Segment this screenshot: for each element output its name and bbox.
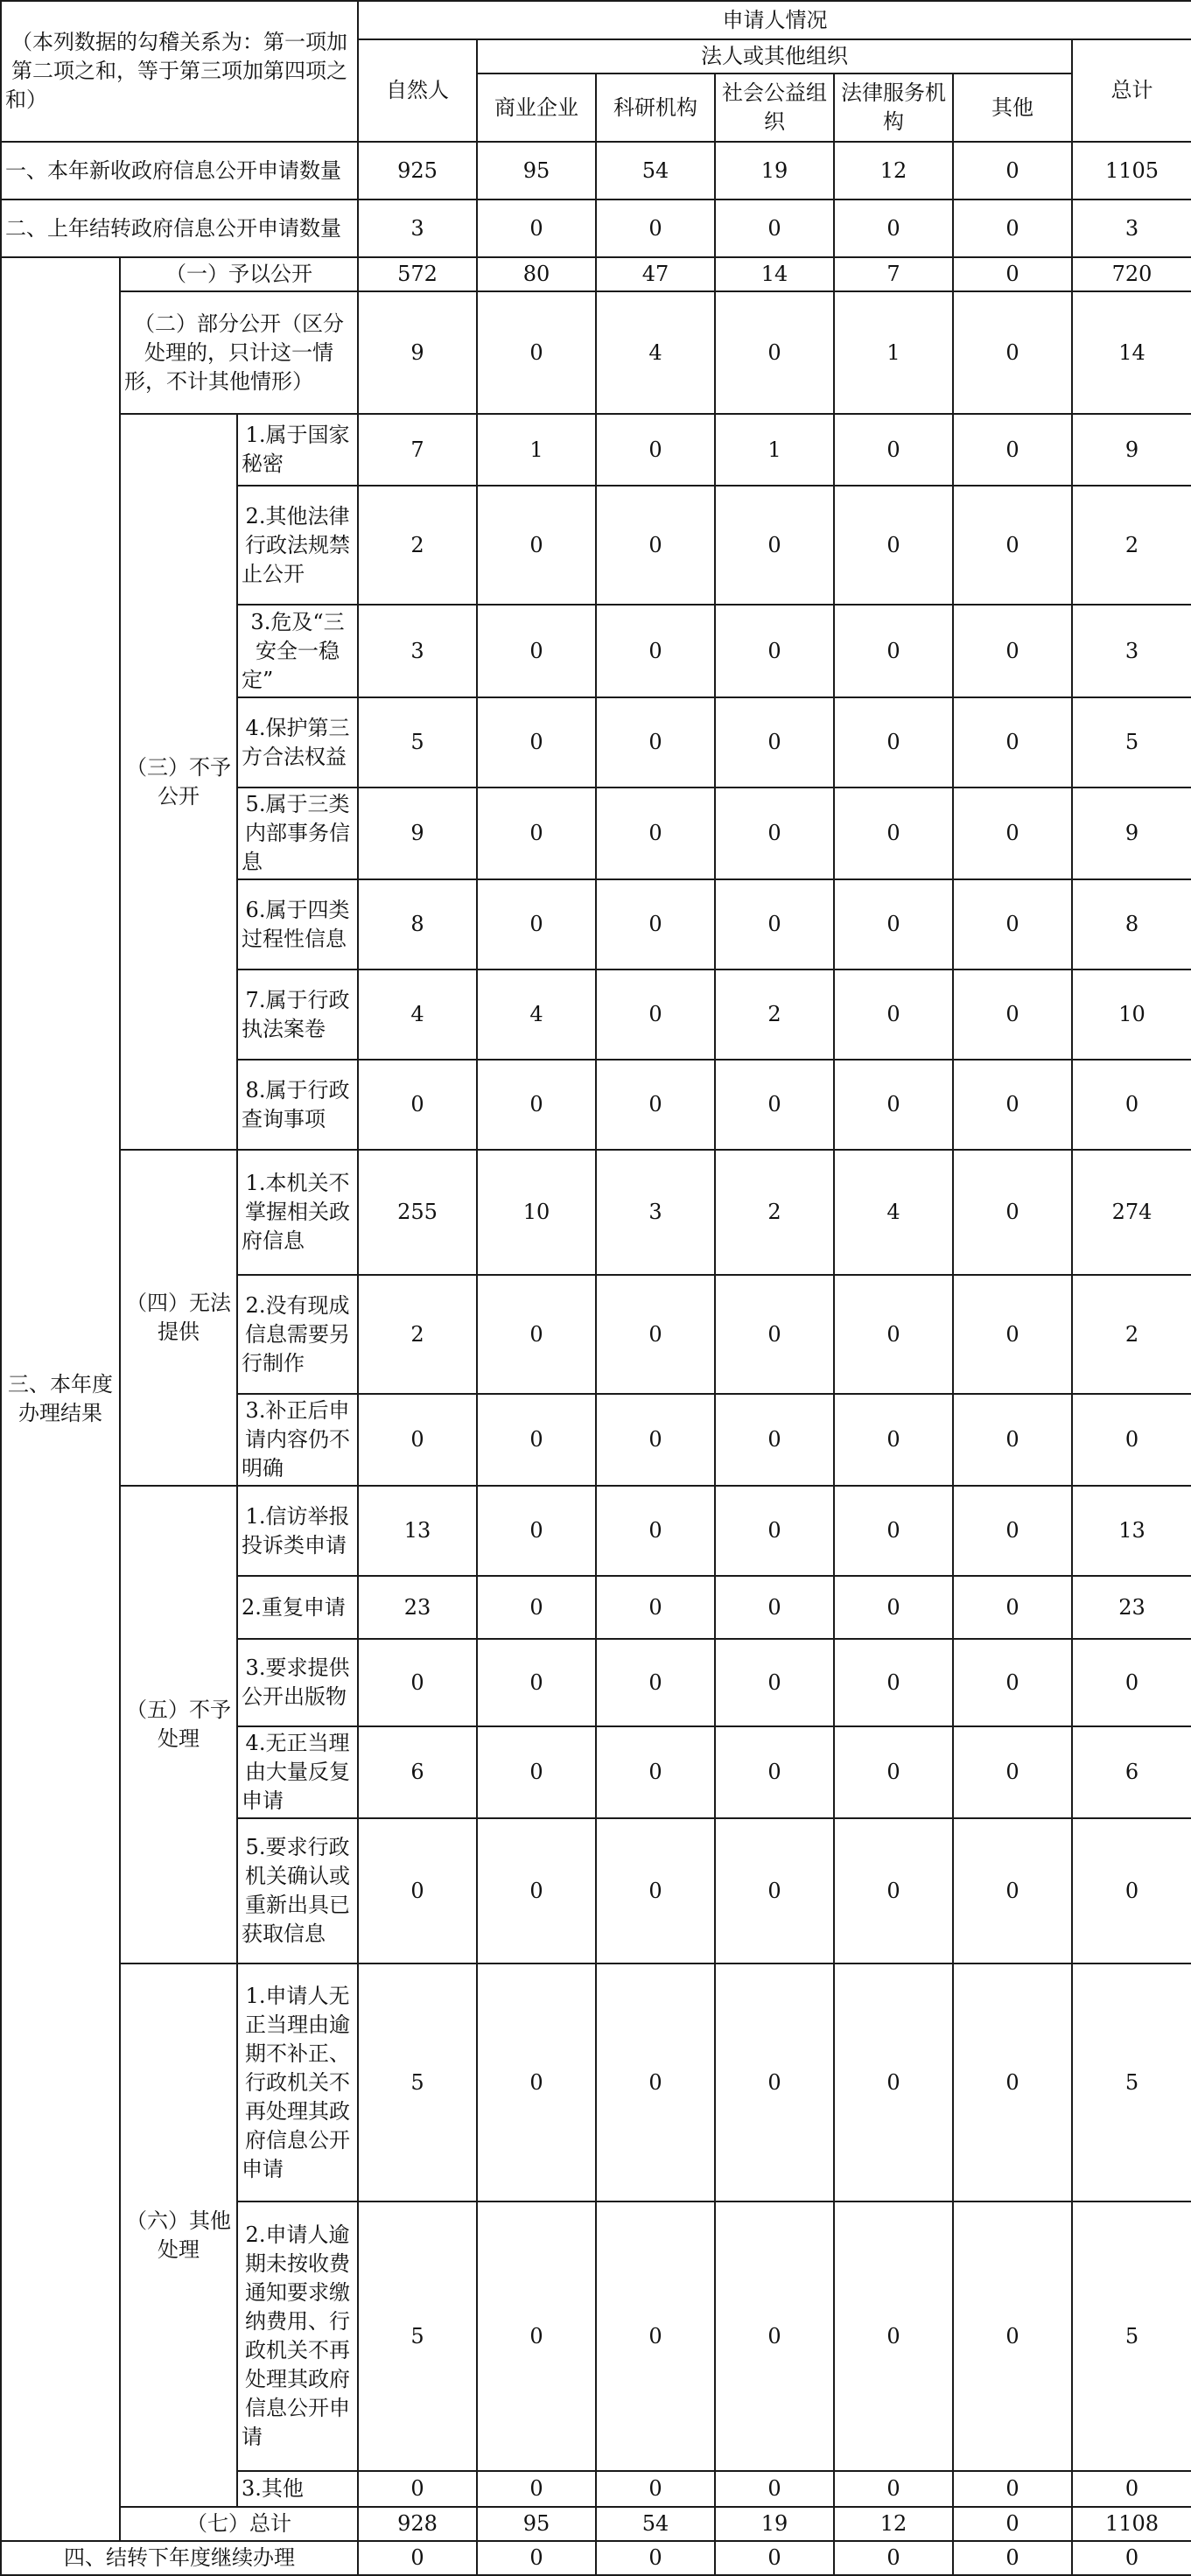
value-cell: 0 <box>715 2202 834 2471</box>
row-carried-over <box>1 200 1191 257</box>
value-cell: 0 <box>596 1394 715 1486</box>
org-header: 商业企业 <box>477 74 596 142</box>
value-cell: 13 <box>1072 1486 1191 1576</box>
value-cell: 0 <box>953 1726 1072 1818</box>
value-cell: 7 <box>834 257 953 291</box>
item-label: 3.其他 <box>237 2471 358 2507</box>
value-cell: 6 <box>1072 1726 1191 1818</box>
value-cell: 2 <box>358 1275 477 1394</box>
value-cell: 0 <box>1072 1060 1191 1150</box>
value-cell: 0 <box>834 697 953 788</box>
value-cell: 0 <box>834 2202 953 2471</box>
value-cell: 1 <box>834 291 953 414</box>
org-header: 社会公益组织 <box>715 74 834 142</box>
value-cell: 0 <box>953 2541 1072 2575</box>
label-total: （七）总计 <box>120 2507 358 2541</box>
value-cell: 0 <box>953 257 1072 291</box>
value-cell: 0 <box>477 1060 596 1150</box>
value-cell: 2 <box>358 486 477 605</box>
value-cell: 0 <box>953 142 1072 200</box>
value-cell: 0 <box>596 2202 715 2471</box>
value-cell: 0 <box>834 788 953 879</box>
item-label: 3.补正后申请内容仍不明确 <box>237 1394 358 1486</box>
value-cell: 0 <box>953 2202 1072 2471</box>
value-cell: 0 <box>953 1818 1072 1964</box>
value-cell: 255 <box>358 1150 477 1275</box>
value-cell: 0 <box>477 2202 596 2471</box>
row-new-applications <box>1 142 1191 200</box>
value-cell: 0 <box>477 1964 596 2202</box>
value-cell: 0 <box>834 1060 953 1150</box>
value-cell: 0 <box>477 605 596 697</box>
value-cell: 0 <box>715 1576 834 1639</box>
value-cell: 0 <box>953 1060 1072 1150</box>
value-cell: 0 <box>596 1060 715 1150</box>
value-cell: 19 <box>715 2507 834 2541</box>
value-cell: 0 <box>834 1726 953 1818</box>
value-cell: 23 <box>358 1576 477 1639</box>
value-cell: 928 <box>358 2507 477 2541</box>
value-cell: 1 <box>715 414 834 486</box>
value-cell: 0 <box>715 2541 834 2575</box>
value-cell: 9 <box>358 788 477 879</box>
value-cell: 19 <box>715 142 834 200</box>
value-cell: 0 <box>834 1964 953 2202</box>
value-cell: 3 <box>1072 200 1191 257</box>
item-label: 4.无正当理由大量反复申请 <box>237 1726 358 1818</box>
value-cell: 8 <box>358 879 477 970</box>
relation-note: （本列数据的勾稽关系为：第一项加第二项之和，等于第三项加第四项之和） <box>1 1 358 142</box>
value-cell: 4 <box>596 291 715 414</box>
applicant-situation-header: 申请人情况 <box>358 1 1191 39</box>
value-cell: 0 <box>596 879 715 970</box>
row-open <box>1 257 1191 291</box>
value-cell: 0 <box>953 2471 1072 2507</box>
value-cell: 0 <box>596 605 715 697</box>
group-label-g5: （五）不予处理 <box>120 1486 237 1964</box>
natural-person-header: 自然人 <box>358 39 477 142</box>
value-cell: 0 <box>715 1639 834 1726</box>
value-cell: 9 <box>358 291 477 414</box>
value-cell: 0 <box>596 1486 715 1576</box>
value-cell: 0 <box>834 1486 953 1576</box>
value-cell: 0 <box>715 697 834 788</box>
value-cell: 0 <box>953 291 1072 414</box>
value-cell: 47 <box>596 257 715 291</box>
value-cell: 10 <box>477 1150 596 1275</box>
value-cell: 54 <box>596 2507 715 2541</box>
value-cell: 0 <box>477 200 596 257</box>
value-cell: 0 <box>358 2471 477 2507</box>
value-cell: 12 <box>834 142 953 200</box>
item-label: 2.申请人逾期未按收费通知要求缴纳费用、行政机关不再处理其政府信息公开申请 <box>237 2202 358 2471</box>
label-open: （一）予以公开 <box>120 257 358 291</box>
value-cell: 0 <box>834 1576 953 1639</box>
value-cell: 0 <box>477 1639 596 1726</box>
value-cell: 2 <box>1072 1275 1191 1394</box>
value-cell: 0 <box>715 1394 834 1486</box>
value-cell: 7 <box>358 414 477 486</box>
row-g3-item <box>1 414 1191 486</box>
value-cell: 0 <box>834 605 953 697</box>
group-label-g6: （六）其他处理 <box>120 1964 237 2507</box>
item-label: 4.保护第三方合法权益 <box>237 697 358 788</box>
value-cell: 14 <box>715 257 834 291</box>
item-label: 8.属于行政查询事项 <box>237 1060 358 1150</box>
value-cell: 9 <box>1072 414 1191 486</box>
value-cell: 0 <box>596 1818 715 1964</box>
value-cell: 0 <box>596 1964 715 2202</box>
value-cell: 0 <box>1072 1818 1191 1964</box>
label-partial: （二）部分公开（区分处理的，只计这一情形，不计其他情形） <box>120 291 358 414</box>
value-cell: 5 <box>1072 697 1191 788</box>
value-cell: 0 <box>477 1818 596 1964</box>
value-cell: 0 <box>953 486 1072 605</box>
value-cell: 80 <box>477 257 596 291</box>
value-cell: 0 <box>953 697 1072 788</box>
value-cell: 0 <box>715 1818 834 1964</box>
value-cell: 0 <box>477 1275 596 1394</box>
value-cell: 0 <box>953 1639 1072 1726</box>
value-cell: 5 <box>1072 2202 1191 2471</box>
value-cell: 10 <box>1072 970 1191 1060</box>
value-cell: 5 <box>358 2202 477 2471</box>
value-cell: 2 <box>1072 486 1191 605</box>
value-cell: 0 <box>953 970 1072 1060</box>
value-cell: 12 <box>834 2507 953 2541</box>
value-cell: 0 <box>477 1394 596 1486</box>
value-cell: 6 <box>358 1726 477 1818</box>
value-cell: 13 <box>358 1486 477 1576</box>
value-cell: 5 <box>358 697 477 788</box>
value-cell: 0 <box>834 1394 953 1486</box>
value-cell: 274 <box>1072 1150 1191 1275</box>
value-cell: 720 <box>1072 257 1191 291</box>
value-cell: 3 <box>358 605 477 697</box>
value-cell: 95 <box>477 142 596 200</box>
total-header: 总计 <box>1072 39 1191 142</box>
value-cell: 0 <box>715 605 834 697</box>
row-g4-item <box>1 1150 1191 1275</box>
value-cell: 0 <box>477 2471 596 2507</box>
item-label: 3.危及“三安全一稳定” <box>237 605 358 697</box>
value-cell: 0 <box>596 2471 715 2507</box>
value-cell: 0 <box>596 1726 715 1818</box>
value-cell: 0 <box>834 1639 953 1726</box>
item-label: 1.申请人无正当理由逾期不补正、行政机关不再处理其政府信息公开申请 <box>237 1964 358 2202</box>
value-cell: 4 <box>834 1150 953 1275</box>
row-carry-next-year <box>1 2541 1191 2575</box>
group-label-g3: （三）不予公开 <box>120 414 237 1150</box>
row-total <box>1 2507 1191 2541</box>
value-cell: 14 <box>1072 291 1191 414</box>
value-cell: 0 <box>834 414 953 486</box>
group-label-g4: （四）无法提供 <box>120 1150 237 1486</box>
value-cell: 0 <box>1072 1639 1191 1726</box>
value-cell: 0 <box>358 1060 477 1150</box>
value-cell: 0 <box>953 1275 1072 1394</box>
value-cell: 0 <box>358 2541 477 2575</box>
value-cell: 925 <box>358 142 477 200</box>
value-cell: 0 <box>715 2471 834 2507</box>
value-cell: 0 <box>477 1726 596 1818</box>
value-cell: 1105 <box>1072 142 1191 200</box>
value-cell: 0 <box>715 1964 834 2202</box>
value-cell: 0 <box>715 1486 834 1576</box>
value-cell: 0 <box>477 291 596 414</box>
item-label: 2.没有现成信息需要另行制作 <box>237 1275 358 1394</box>
value-cell: 0 <box>477 697 596 788</box>
value-cell: 0 <box>834 1275 953 1394</box>
value-cell: 0 <box>715 486 834 605</box>
item-label: 2.其他法律行政法规禁止公开 <box>237 486 358 605</box>
value-cell: 0 <box>953 1150 1072 1275</box>
value-cell: 0 <box>715 200 834 257</box>
value-cell: 0 <box>596 200 715 257</box>
value-cell: 9 <box>1072 788 1191 879</box>
item-label: 6.属于四类过程性信息 <box>237 879 358 970</box>
value-cell: 0 <box>953 1964 1072 2202</box>
label-carried-over: 二、上年结转政府信息公开申请数量 <box>1 200 358 257</box>
value-cell: 54 <box>596 142 715 200</box>
value-cell: 0 <box>953 879 1072 970</box>
value-cell: 0 <box>477 2541 596 2575</box>
value-cell: 3 <box>1072 605 1191 697</box>
value-cell: 0 <box>834 1818 953 1964</box>
row-g6-item <box>1 1964 1191 2202</box>
value-cell: 3 <box>358 200 477 257</box>
value-cell: 0 <box>834 2471 953 2507</box>
value-cell: 23 <box>1072 1576 1191 1639</box>
item-label: 1.本机关不掌握相关政府信息 <box>237 1150 358 1275</box>
item-label: 3.要求提供公开出版物 <box>237 1639 358 1726</box>
value-cell: 0 <box>715 1060 834 1150</box>
value-cell: 5 <box>358 1964 477 2202</box>
value-cell: 0 <box>358 1639 477 1726</box>
label-results: 三、本年度办理结果 <box>1 257 120 2541</box>
value-cell: 1 <box>477 414 596 486</box>
value-cell: 2 <box>715 1150 834 1275</box>
item-label: 1.信访举报投诉类申请 <box>237 1486 358 1576</box>
legal-group-header: 法人或其他组织 <box>477 39 1072 74</box>
value-cell: 3 <box>596 1150 715 1275</box>
value-cell: 0 <box>953 414 1072 486</box>
value-cell: 0 <box>477 788 596 879</box>
value-cell: 0 <box>953 1394 1072 1486</box>
value-cell: 5 <box>1072 1964 1191 2202</box>
value-cell: 0 <box>834 200 953 257</box>
value-cell: 0 <box>477 486 596 605</box>
value-cell: 0 <box>477 1486 596 1576</box>
value-cell: 0 <box>715 291 834 414</box>
value-cell: 95 <box>477 2507 596 2541</box>
value-cell: 0 <box>953 1486 1072 1576</box>
value-cell: 8 <box>1072 879 1191 970</box>
row-partial <box>1 291 1191 414</box>
value-cell: 2 <box>715 970 834 1060</box>
value-cell: 0 <box>1072 1394 1191 1486</box>
value-cell: 0 <box>834 2541 953 2575</box>
label-new-applications: 一、本年新收政府信息公开申请数量 <box>1 142 358 200</box>
item-label: 5.属于三类内部事务信息 <box>237 788 358 879</box>
value-cell: 0 <box>834 970 953 1060</box>
value-cell: 1108 <box>1072 2507 1191 2541</box>
value-cell: 0 <box>953 605 1072 697</box>
value-cell: 0 <box>715 1726 834 1818</box>
value-cell: 0 <box>715 1275 834 1394</box>
item-label: 5.要求行政机关确认或重新出具已获取信息 <box>237 1818 358 1964</box>
value-cell: 0 <box>596 788 715 879</box>
value-cell: 0 <box>358 1394 477 1486</box>
value-cell: 0 <box>1072 2471 1191 2507</box>
header-row-1 <box>1 1 1191 39</box>
value-cell: 0 <box>953 1576 1072 1639</box>
value-cell: 4 <box>358 970 477 1060</box>
value-cell: 0 <box>1072 2541 1191 2575</box>
value-cell: 0 <box>596 1639 715 1726</box>
org-header: 科研机构 <box>596 74 715 142</box>
value-cell: 0 <box>596 486 715 605</box>
label-carry-next-year: 四、结转下年度继续办理 <box>1 2541 358 2575</box>
value-cell: 0 <box>953 788 1072 879</box>
value-cell: 0 <box>715 788 834 879</box>
value-cell: 0 <box>715 879 834 970</box>
value-cell: 0 <box>596 2541 715 2575</box>
value-cell: 0 <box>596 1275 715 1394</box>
value-cell: 4 <box>477 970 596 1060</box>
value-cell: 0 <box>596 1576 715 1639</box>
value-cell: 0 <box>834 486 953 605</box>
value-cell: 0 <box>358 1818 477 1964</box>
item-label: 7.属于行政执法案卷 <box>237 970 358 1060</box>
value-cell: 0 <box>596 697 715 788</box>
org-header: 其他 <box>953 74 1072 142</box>
value-cell: 0 <box>953 200 1072 257</box>
value-cell: 0 <box>596 970 715 1060</box>
value-cell: 0 <box>596 414 715 486</box>
item-label: 1.属于国家秘密 <box>237 414 358 486</box>
value-cell: 0 <box>477 1576 596 1639</box>
value-cell: 572 <box>358 257 477 291</box>
item-label: 2.重复申请 <box>237 1576 358 1639</box>
row-g5-item <box>1 1486 1191 1576</box>
value-cell: 0 <box>953 2507 1072 2541</box>
value-cell: 0 <box>477 879 596 970</box>
org-header: 法律服务机构 <box>834 74 953 142</box>
value-cell: 0 <box>834 879 953 970</box>
